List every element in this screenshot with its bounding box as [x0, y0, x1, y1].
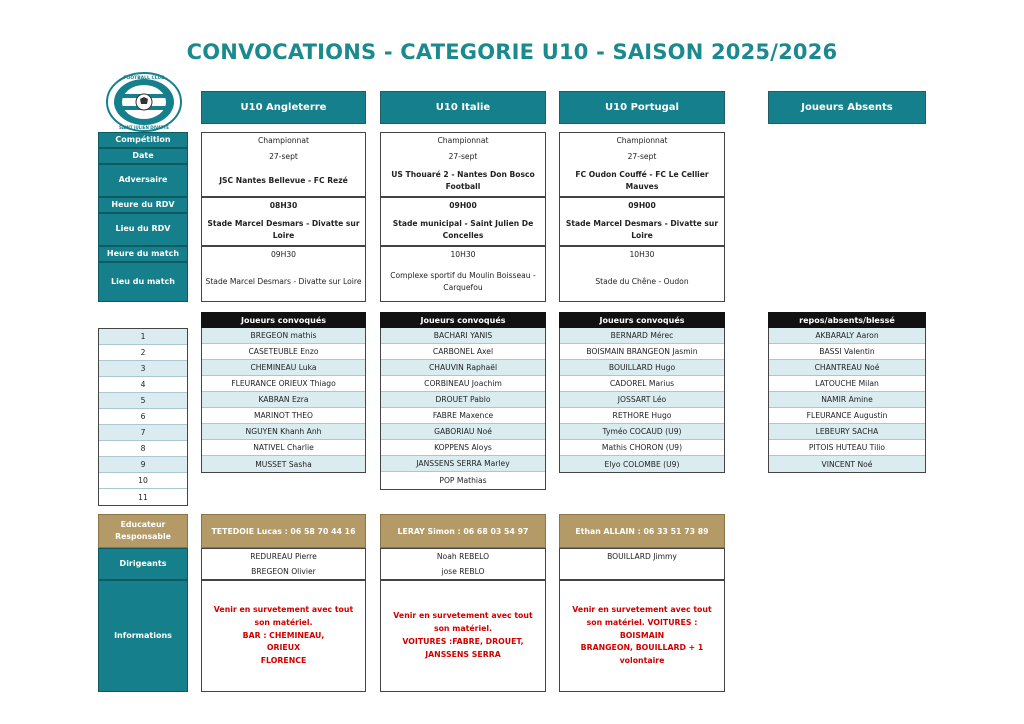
- row-number: 10: [99, 473, 187, 489]
- info-line: Venir en survetement avec tout: [572, 604, 712, 614]
- list-item: CHANTREAU Noé: [769, 360, 925, 376]
- match-place-italie: [380, 246, 546, 302]
- dirigeant-name: BREGEON Olivier: [251, 566, 316, 576]
- list-item: FLEURANCE ORIEUX Thiago: [202, 376, 365, 392]
- lieu-rdv-value: Stade municipal - Saint Julien De Concelles: [392, 218, 534, 240]
- list-item: CHEMINEAU Luka: [202, 360, 365, 376]
- players-header-portugal: Joueurs convoqués: [559, 312, 725, 328]
- info-line: son matériel. VOITURES :: [586, 617, 698, 627]
- date-value: 27-sept: [627, 152, 657, 162]
- list-item: MUSSET Sasha: [202, 456, 365, 472]
- label-dirigeants: Dirigeants: [98, 548, 188, 580]
- player-list-angleterre: [201, 328, 366, 473]
- informations-italie: [380, 580, 546, 692]
- adversaire-value: US Thouaré 2 - Nantes Don Bosco Football: [391, 169, 535, 191]
- rdv-info-italie: [380, 197, 546, 246]
- info-line: Venir en survetement avec tout: [213, 604, 354, 614]
- team-header-portugal: U10 Portugal: [559, 91, 725, 124]
- row-number: 8: [99, 441, 187, 457]
- row-number: 5: [99, 393, 187, 409]
- absents-header: Joueurs Absents: [768, 91, 926, 124]
- dirigeant-name: Noah REBELO: [436, 551, 490, 561]
- info-line: son matériel.: [254, 617, 313, 627]
- list-item: CORBINEAU Joachim: [381, 376, 545, 392]
- dirigeants-angleterre: [201, 548, 366, 580]
- info-line: BOISMAIN: [619, 630, 665, 640]
- rdv-info-angleterre: [201, 197, 366, 246]
- list-item: FLEURANCE Augustin: [769, 408, 925, 424]
- label-informations: Informations: [98, 580, 188, 692]
- lieu-rdv-value: Stade Marcel Desmars - Divatte sur Loire: [207, 218, 360, 240]
- list-item: DROUET Pablo: [381, 392, 545, 408]
- list-item: POP Mathias: [439, 475, 487, 485]
- row-number: 11: [138, 492, 148, 502]
- list-item: MARINOT THEO: [202, 408, 365, 424]
- row-number: 2: [99, 345, 187, 361]
- row-number: 3: [99, 361, 187, 377]
- info-line: JANSSENS SERRA: [425, 649, 501, 659]
- label-heure-rdv: Heure du RDV: [98, 197, 188, 213]
- list-item: LATOUCHE Milan: [769, 376, 925, 392]
- row-numbers: [98, 328, 188, 506]
- row-number: 6: [99, 409, 187, 425]
- match-place-angleterre: [201, 246, 366, 302]
- row-number: 1: [99, 329, 187, 345]
- educateur-italie: LERAY Simon : 06 68 03 54 97: [380, 514, 546, 548]
- informations-angleterre: [201, 580, 366, 692]
- list-item: KABRAN Ezra: [202, 392, 365, 408]
- team-header-angleterre: U10 Angleterre: [201, 91, 366, 124]
- list-item: RETHORE Hugo: [560, 408, 724, 424]
- list-item: Mathis CHORON (U9): [560, 440, 724, 456]
- competition-value: Championnat: [258, 136, 309, 146]
- date-value: 27-sept: [269, 152, 298, 162]
- dirigeant-name: jose REBLO: [441, 566, 485, 576]
- info-line: ORIEUX: [266, 643, 301, 653]
- lieu-match-value: Stade du Chêne - Oudon: [595, 277, 689, 287]
- row-number: 7: [99, 425, 187, 441]
- player-list-italie: [380, 328, 546, 490]
- label-adversaire: Adversaire: [98, 164, 188, 197]
- list-item: BREGEON mathis: [202, 328, 365, 344]
- list-item: Elyo COLOMBE (U9): [560, 456, 724, 472]
- team-header-italie: U10 Italie: [380, 91, 546, 124]
- lieu-match-value: Complexe sportif du Moulin Boisseau - Carquefou: [390, 271, 536, 292]
- player-list-portugal: [559, 328, 725, 473]
- list-item: JANSSENS SERRA Marley: [381, 456, 545, 472]
- label-competition: Compétition: [98, 132, 188, 148]
- list-item: PITOIS HUTEAU Tilio: [769, 440, 925, 456]
- match-place-portugal: [559, 246, 725, 302]
- svg-text:SAINT JULIEN DIVATTE: SAINT JULIEN DIVATTE: [119, 125, 169, 130]
- heure-rdv-value: 09H00: [628, 201, 656, 211]
- list-item: LEBEURY SACHA: [769, 424, 925, 440]
- date-value: 27-sept: [448, 152, 478, 162]
- list-item: BERNARD Mérec: [560, 328, 724, 344]
- info-line: son matériel.: [433, 624, 493, 634]
- label-educateur: Educateur Responsable: [98, 514, 188, 548]
- list-item: FABRE Maxence: [381, 408, 545, 424]
- heure-match-value: 09H30: [270, 250, 297, 260]
- label-lieu-match: Lieu du match: [98, 262, 188, 302]
- info-line: volontaire: [619, 656, 665, 666]
- list-item: JOSSART Léo: [560, 392, 724, 408]
- adversaire-value: FC Oudon Couffé - FC Le Cellier Mauves: [575, 169, 709, 191]
- label-lieu-rdv: Lieu du RDV: [98, 213, 188, 246]
- heure-rdv-value: 09H00: [449, 201, 477, 211]
- match-info-angleterre: [201, 132, 366, 197]
- educateur-portugal: Ethan ALLAIN : 06 33 51 73 89: [559, 514, 725, 548]
- heure-match-value: 10H30: [450, 250, 476, 260]
- list-item: CASETEUBLE Enzo: [202, 344, 365, 360]
- info-line: BRANGEON, BOUILLARD + 1: [580, 643, 704, 653]
- educateur-angleterre: TETEDOIE Lucas : 06 58 70 44 16: [201, 514, 366, 548]
- info-line: BAR : CHEMINEAU,: [242, 630, 325, 640]
- list-item: Tyméo COCAUD (U9): [560, 424, 724, 440]
- players-header-angleterre: Joueurs convoqués: [201, 312, 366, 328]
- club-logo-icon: [106, 72, 182, 132]
- competition-value: Championnat: [616, 136, 668, 146]
- info-line: Venir en survetement avec tout: [393, 611, 533, 621]
- list-item: NGUYEN Khanh Anh: [202, 424, 365, 440]
- list-item: BACHARI YANIS: [381, 328, 545, 344]
- page-title: CONVOCATIONS - CATEGORIE U10 - SAISON 2025/2026: [186, 40, 838, 64]
- list-item: CARBONEL Axel: [381, 344, 545, 360]
- list-item: BOISMAIN BRANGEON Jasmin: [560, 344, 724, 360]
- label-heure-match: Heure du match: [98, 246, 188, 262]
- list-item: GABORIAU Noé: [381, 424, 545, 440]
- heure-rdv-value: 08H30: [269, 201, 298, 211]
- list-item: BASSI Valentin: [769, 344, 925, 360]
- list-item: CADOREL Marius: [560, 376, 724, 392]
- lieu-rdv-value: Stade Marcel Desmars - Divatte sur Loire: [565, 218, 719, 240]
- adversaire-value: JSC Nantes Bellevue - FC Rezé: [219, 175, 348, 185]
- row-number: 9: [99, 457, 187, 473]
- list-item: VINCENT Noé: [769, 456, 925, 472]
- dirigeants-portugal: [559, 548, 725, 580]
- svg-text:FOOTBALL CLUB: FOOTBALL CLUB: [123, 76, 165, 81]
- info-line: VOITURES :FABRE, DROUET,: [402, 637, 524, 646]
- absents-list-header: repos/absents/blessé: [768, 312, 926, 328]
- absents-list: [768, 328, 926, 473]
- match-info-portugal: [559, 132, 725, 197]
- info-line: FLORENCE: [260, 656, 307, 666]
- match-info-italie: [380, 132, 546, 197]
- list-item: BOUILLARD Hugo: [560, 360, 724, 376]
- dirigeant-name: BOUILLARD Jimmy: [607, 551, 677, 561]
- competition-value: Championnat: [437, 136, 489, 146]
- heure-match-value: 10H30: [629, 250, 655, 260]
- informations-portugal: [559, 580, 725, 692]
- dirigeants-italie: [380, 548, 546, 580]
- rdv-info-portugal: [559, 197, 725, 246]
- list-item: AKBARALY Aaron: [769, 328, 925, 344]
- list-item: NATIVEL Charlie: [202, 440, 365, 456]
- label-date: Date: [98, 148, 188, 164]
- lieu-match-value: Stade Marcel Desmars - Divatte sur Loire: [205, 277, 362, 287]
- dirigeant-name: REDUREAU Pierre: [250, 551, 317, 561]
- row-number: 4: [99, 377, 187, 393]
- list-item: CHAUVIN Raphaël: [381, 360, 545, 376]
- list-item: NAMIR Amine: [769, 392, 925, 408]
- club-logo: [106, 72, 182, 132]
- list-item: KOPPENS Aloys: [381, 440, 545, 456]
- players-header-italie: Joueurs convoqués: [380, 312, 546, 328]
